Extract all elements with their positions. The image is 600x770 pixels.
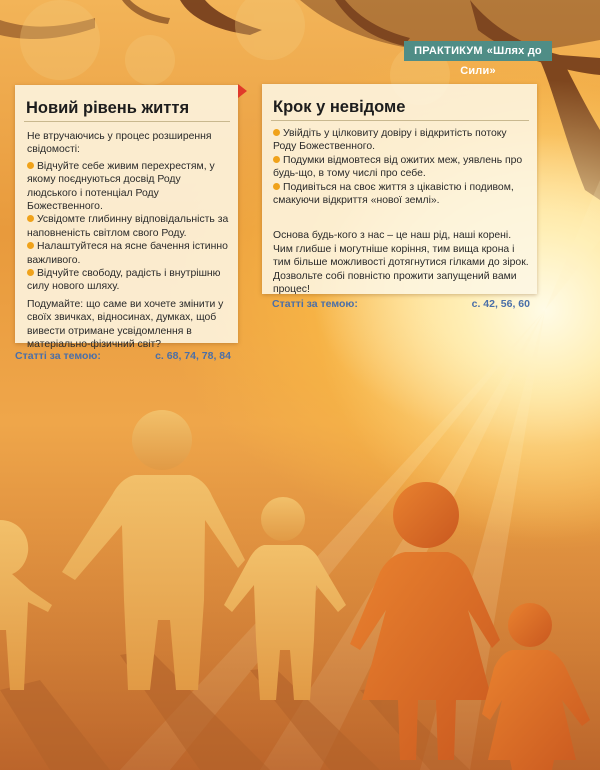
list-item: Налаштуйтеся на ясне бачення істинно важливого. xyxy=(27,241,228,266)
red-arrow-marker xyxy=(238,84,247,98)
panel-new-level-divider xyxy=(24,121,230,122)
section-tag xyxy=(404,41,552,77)
bullet-dot-icon xyxy=(27,215,34,222)
related-articles-label: Статті за темою: xyxy=(15,350,101,362)
bullet-dot-icon xyxy=(273,183,280,190)
silhouette-child-head xyxy=(261,497,305,541)
section-series: «Шлях до Сили» xyxy=(460,45,542,77)
panel-new-level-title: Новий рівень життя xyxy=(26,99,190,117)
list-item: Відчуйте свободу, радість і внутрішню силу нового шляху. xyxy=(27,268,221,293)
list-item: Увійдіть у цілковиту довіру і відкритість потоку Роду Божественного. xyxy=(273,128,507,153)
silhouette-father-head xyxy=(132,410,192,470)
related-articles-pages: с. 68, 74, 78, 84 xyxy=(155,350,231,362)
panel-step-unknown-divider xyxy=(271,120,529,121)
list-item: Відчуйте себе живим перехрестям, у якому поєднуються досвід Роду людського і потенціал Роду Божественного. xyxy=(27,160,215,213)
related-articles-pages: с. 42, 56, 60 xyxy=(471,298,530,310)
silhouette-mother-head xyxy=(393,482,459,548)
related-articles-left xyxy=(15,350,231,362)
bullet-dot-icon xyxy=(27,162,34,169)
section-rubric: ПРАКТИКУМ xyxy=(414,45,483,57)
bullet-dot-icon xyxy=(273,129,280,136)
list-item: Подивіться на своє життя з цікавістю і подивом, смакуючи відкриття «нової землі». xyxy=(273,181,514,207)
related-articles-right xyxy=(272,298,530,310)
closing-paragraph: Основа будь-кого з нас – це наш рід, наші корені. Чим глибше і могутніше коріння, тим вища крона і тим більше можливості дотягнутися гілками до зірок. Дозвольте собі повністю прожити запущений вами процес! xyxy=(273,230,529,296)
related-articles-label: Статті за темою: xyxy=(272,298,358,310)
silhouette-girl-head xyxy=(508,603,552,647)
bullet-dot-icon xyxy=(27,269,34,276)
panel-step-unknown-title: Крок у невідоме xyxy=(273,98,406,116)
question-text: Подумайте: що саме ви хочете змінити у своїх звичках, відносинах, думках, щоб вивести отримане усвідомлення в матеріально-фізичний світ? xyxy=(27,298,224,351)
bullet-dot-icon xyxy=(27,242,34,249)
intro-text: Не втручаючись у процес розширення свідомості: xyxy=(27,131,212,156)
bullet-dot-icon xyxy=(273,156,280,163)
panel-new-level-body xyxy=(27,130,231,352)
list-item: Подумки відмовтеся від ожитих меж, уявлень про будь-що, в тому числі про себе. xyxy=(273,154,523,180)
panel-step-unknown-body xyxy=(273,127,529,296)
list-item: Усвідомте глибинну відповідальність за наповненість світлом свого Роду. xyxy=(27,214,229,239)
